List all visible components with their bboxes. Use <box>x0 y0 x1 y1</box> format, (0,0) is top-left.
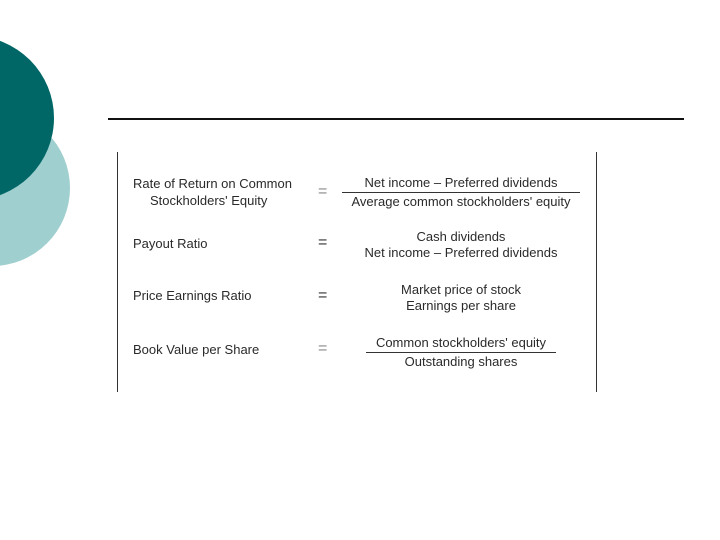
formula-denominator: Net income – Preferred dividends <box>364 245 558 260</box>
title-divider-line <box>108 118 684 120</box>
equals-sign: = <box>318 234 328 251</box>
formula-numerator: Net income – Preferred dividends <box>364 175 558 190</box>
formula-numerator: Common stockholders' equity <box>375 335 547 350</box>
ratio-label-line2: Stockholders' Equity <box>150 193 268 208</box>
ratio-formula <box>350 229 572 261</box>
formula-denominator: Earnings per share <box>406 298 516 313</box>
ratio-formula <box>370 282 552 314</box>
formula-numerator: Cash dividends <box>416 229 506 244</box>
ratio-label-line1: Book Value per Share <box>133 342 260 357</box>
ratio-label <box>133 175 292 209</box>
ratio-label-line1: Rate of Return on Common <box>133 176 292 191</box>
ratio-label <box>133 341 259 358</box>
equals-sign: = <box>318 287 328 304</box>
ratio-label <box>133 235 207 252</box>
ratio-label-line1: Price Earnings Ratio <box>133 288 252 303</box>
equals-sign: = <box>318 183 328 200</box>
fraction-bar <box>366 352 556 353</box>
ratio-row-payout <box>118 229 596 265</box>
ratio-row-price-earnings <box>118 282 596 318</box>
ratio-label <box>133 287 252 304</box>
ratio-row-book-value <box>118 335 596 371</box>
ratio-formula <box>366 335 556 370</box>
formula-numerator: Market price of stock <box>401 282 521 297</box>
ratio-row-rate-of-return <box>118 175 596 215</box>
ratio-label-line1: Payout Ratio <box>133 236 208 251</box>
ratio-formula <box>342 175 580 210</box>
equals-sign: = <box>318 340 328 357</box>
formula-denominator: Outstanding shares <box>404 354 518 369</box>
table-right-border <box>596 152 597 392</box>
formula-denominator: Average common stockholders' equity <box>351 194 571 209</box>
fraction-bar <box>342 192 580 193</box>
